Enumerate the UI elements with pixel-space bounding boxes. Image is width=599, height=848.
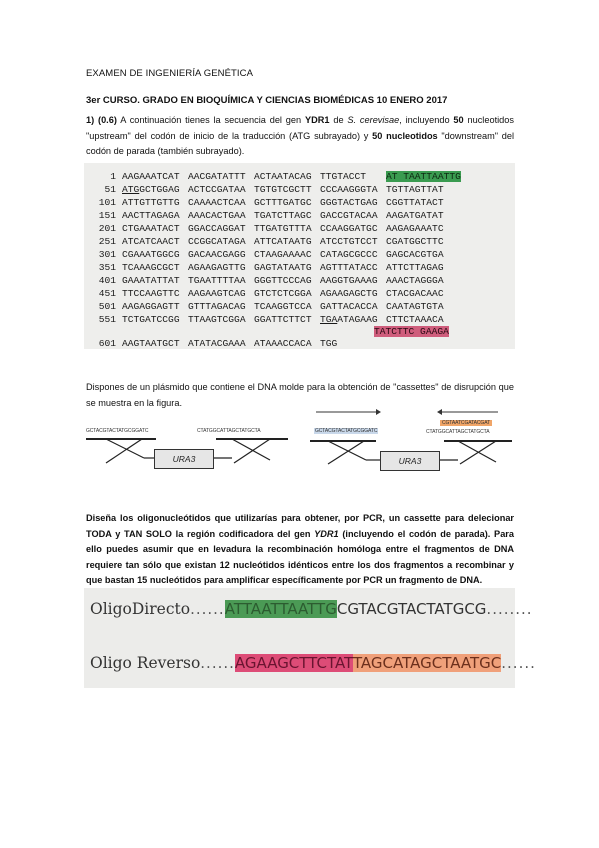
sequence-position: 51 xyxy=(104,184,116,195)
sequence-segment: AAGAAGTCAG xyxy=(188,288,246,299)
sequence-segment: GATTACACCA xyxy=(320,301,378,312)
oligo-panel xyxy=(84,588,536,688)
sequence-segment: GACCGTACAA xyxy=(320,210,378,221)
sequence-segment: CAAAACTCAA xyxy=(188,197,246,208)
sequence-row xyxy=(90,210,452,221)
ura3-marker: URA3 xyxy=(380,451,440,471)
sequence-segment: ACTCCGATAA xyxy=(188,184,246,195)
oligo-reverse: Oligo Reverso......AGAAGCTTCTATTAGCATAGCTAATGC...... xyxy=(90,654,536,672)
downstream-homology-highlight: TATCTTC GAAGA xyxy=(374,326,449,337)
left-flank-label: GCTACGTACTATGCGGATC xyxy=(86,428,149,434)
sequence-segment: GGATTCTTCT xyxy=(254,314,312,325)
oligo-direct: OligoDirecto......ATTAATTAATTGCGTACGTACTATGCG........ xyxy=(90,600,533,618)
sequence-panel xyxy=(84,163,515,349)
question-text: 1) (0.6) A continuación tienes la secuencia del gen YDR1 de S. cerevisae, incluyendo 50 nucleotidos "upstream" del codón de inicio de la traducción (ATG subrayado) y 50 nucleotidos "downstream" del codón de parada (también subrayado). xyxy=(86,115,515,156)
sequence-segment: GGACCAGGAT xyxy=(188,223,246,234)
oligo-reverse-name: Oligo Reverso xyxy=(90,654,201,672)
sequence-position: 551 xyxy=(98,314,116,325)
design-instructions: Diseña los oligonucleótidos que utilizarías para obtener, por PCR, un cassette para delecionar TODA y TAN SOLO la región codificadora del gen YDR1 (incluyendo el codón de parada). Para ello puedes asumir que en levadura la recombinación homóloga entre el fragmentos de DNA requiere tan sólo que existan 12 nucleótidos idénticos entre los dos fragmentos a recombinar y que bastan 15 nucleótidos para amplificar específicamente por PCR un fragmento de DNA. xyxy=(86,513,514,585)
sequence-position: 451 xyxy=(98,288,116,299)
sequence-segment: ACTAATACAG xyxy=(254,171,312,182)
sequence-segment: AAACACTGAA xyxy=(188,210,246,221)
sequence-segment: ATTCATAATG xyxy=(254,236,312,247)
sequence-row xyxy=(90,184,452,195)
sequence-segment: AAGAAATCAT xyxy=(122,171,180,182)
sequence-segment: ATAAACCACA xyxy=(254,338,312,349)
sequence-row xyxy=(90,249,452,260)
sequence-segment: ATCCTGTCCT xyxy=(320,236,378,247)
sequence-segment: CGATGGCTTC xyxy=(386,236,444,247)
sequence-segment: TGTTAGTTAT xyxy=(386,184,444,195)
sequence-segment: AGTTTATACC xyxy=(320,262,378,273)
cassette-diagram-left xyxy=(84,418,291,468)
sequence-segment: AAGATGATAT xyxy=(386,210,444,221)
sequence-segment: AACGATATTT xyxy=(188,171,246,182)
upstream-homology-highlight: AT TAATTAATTG xyxy=(386,171,461,182)
cassette-diagram-right xyxy=(308,418,515,468)
sequence-position: 251 xyxy=(98,236,116,247)
oligo-direct-name: OligoDirecto xyxy=(90,600,191,618)
sequence-position: 101 xyxy=(98,197,116,208)
sequence-position: 1 xyxy=(110,171,116,182)
sequence-segment: GAGCACGTGA xyxy=(386,249,444,260)
sequence-row xyxy=(90,197,452,208)
sequence-segment: CTTCTAAACA xyxy=(386,314,444,325)
sequence-segment: AAGGTGAAAG xyxy=(320,275,378,286)
sequence-segment: TCTGATCCGG xyxy=(122,314,180,325)
ura3-marker: URA3 xyxy=(154,449,214,469)
sequence-segment: GGGTACTGAG xyxy=(320,197,378,208)
sequence-segment: GAGTATAATG xyxy=(254,262,312,273)
sequence-row xyxy=(90,223,452,234)
sequence-segment: ATGGCTGGAG xyxy=(122,184,180,195)
sequence-segment: AAGTAATGCT xyxy=(122,338,180,349)
sequence-segment: AACTTAGAGA xyxy=(122,210,180,221)
sequence-segment: ATCATCAACT xyxy=(122,236,180,247)
sequence-segment: CCGGCATAGA xyxy=(188,236,246,247)
sequence-segment: TTGATGTTTA xyxy=(254,223,312,234)
sequence-position: 601 xyxy=(98,338,116,349)
sequence-segment: CAATAGTGTA xyxy=(386,301,444,312)
sequence-row xyxy=(90,301,452,312)
sequence-segment: AAGAGAAATC xyxy=(386,223,444,234)
sequence-row xyxy=(90,314,452,325)
left-flank-label: GCTACGTACTATGCGGATC xyxy=(315,428,378,434)
sequence-segment: TCAAAGCGCT xyxy=(122,262,180,273)
sequence-segment: TGAATAGAAG xyxy=(320,314,378,325)
sequence-segment: CGAAATGGCG xyxy=(122,249,180,260)
sequence-segment: CATAGCGCCC xyxy=(320,249,378,260)
orange-primer-box: CGTAATCGATACGAT xyxy=(442,420,491,426)
sequence-segment: CTACGACAAC xyxy=(386,288,444,299)
plasmid-description: Dispones de un plásmido que contiene el DNA molde para la obtención de "cassettes" de disrupción que se muestra en la figura. xyxy=(86,382,514,408)
sequence-segment: GTTTAGACAG xyxy=(188,301,246,312)
sequence-segment: GTCTCTCGGA xyxy=(254,288,312,299)
sequence-segment: TCAAGGTCCA xyxy=(254,301,312,312)
sequence-segment: GACAACGAGG xyxy=(188,249,246,260)
sequence-segment: CTAAGAAAAC xyxy=(254,249,312,260)
sequence-segment: CCAAGGATGC xyxy=(320,223,378,234)
sequence-segment: TTGTACCT xyxy=(320,171,367,182)
sequence-row xyxy=(90,171,461,182)
sequence-segment: TGTGTCGCTT xyxy=(254,184,312,195)
sequence-position: 501 xyxy=(98,301,116,312)
sequence-position: 301 xyxy=(98,249,116,260)
sequence-row xyxy=(90,288,452,299)
sequence-segment: ATATACGAAA xyxy=(188,338,246,349)
sequence-segment: AAACTAGGGA xyxy=(386,275,444,286)
sequence-segment: TTAAGTCGGA xyxy=(188,314,246,325)
sequence-segment: TTCCAAGTTC xyxy=(122,288,180,299)
sequence-row xyxy=(90,338,386,349)
sequence-segment: GGGTTCCCAG xyxy=(254,275,312,286)
sequence-segment: TGG xyxy=(320,338,338,349)
sequence-segment: GCTTTGATGC xyxy=(254,197,312,208)
sequence-segment: AAGAGGAGTT xyxy=(122,301,180,312)
sequence-segment: CCCAAGGGTA xyxy=(320,184,378,195)
sequence-segment: TGAATTTTAA xyxy=(188,275,246,286)
sequence-segment: AGAAGAGTTG xyxy=(188,262,246,273)
sequence-segment: AGAAGAGCTG xyxy=(320,288,378,299)
oligo-direct-priming: CGTACGTACTATGCG xyxy=(336,600,487,618)
right-flank-label: CTATGGCATTAGCTATGCTA xyxy=(197,428,261,434)
oligo-reverse-homology: AGAAGCTTCTAT xyxy=(234,654,353,672)
sequence-segment: ATTGTTGTTG xyxy=(122,197,180,208)
primer-arrows xyxy=(308,406,515,418)
oligo-direct-homology: ATTAATTAATTG xyxy=(224,600,337,618)
sequence-segment: CTGAAATACT xyxy=(122,223,180,234)
sequence-segment: CGGTTATACT xyxy=(386,197,444,208)
sequence-segment: ATTCTTAGAG xyxy=(386,262,444,273)
sequence-position: 151 xyxy=(98,210,116,221)
sequence-row xyxy=(90,236,452,247)
sequence-position: 401 xyxy=(98,275,116,286)
sequence-position: 351 xyxy=(98,262,116,273)
sequence-row xyxy=(90,275,452,286)
exam-title: EXAMEN DE INGENIERÍA GENÉTICA xyxy=(86,68,254,79)
exam-subtitle: 3er CURSO. GRADO EN BIOQUÍMICA Y CIENCIAS BIOMÉDICAS 10 ENERO 2017 xyxy=(86,95,448,106)
sequence-segment: TGATCTTAGC xyxy=(254,210,312,221)
sequence-position: 201 xyxy=(98,223,116,234)
sequence-segment: GAAATATTAT xyxy=(122,275,180,286)
right-flank-label: CTATGGCATTAGCTATGCTA xyxy=(426,429,490,435)
oligo-reverse-priming: TAGCATAGCTAATGC xyxy=(352,654,502,672)
sequence-row xyxy=(90,262,452,273)
